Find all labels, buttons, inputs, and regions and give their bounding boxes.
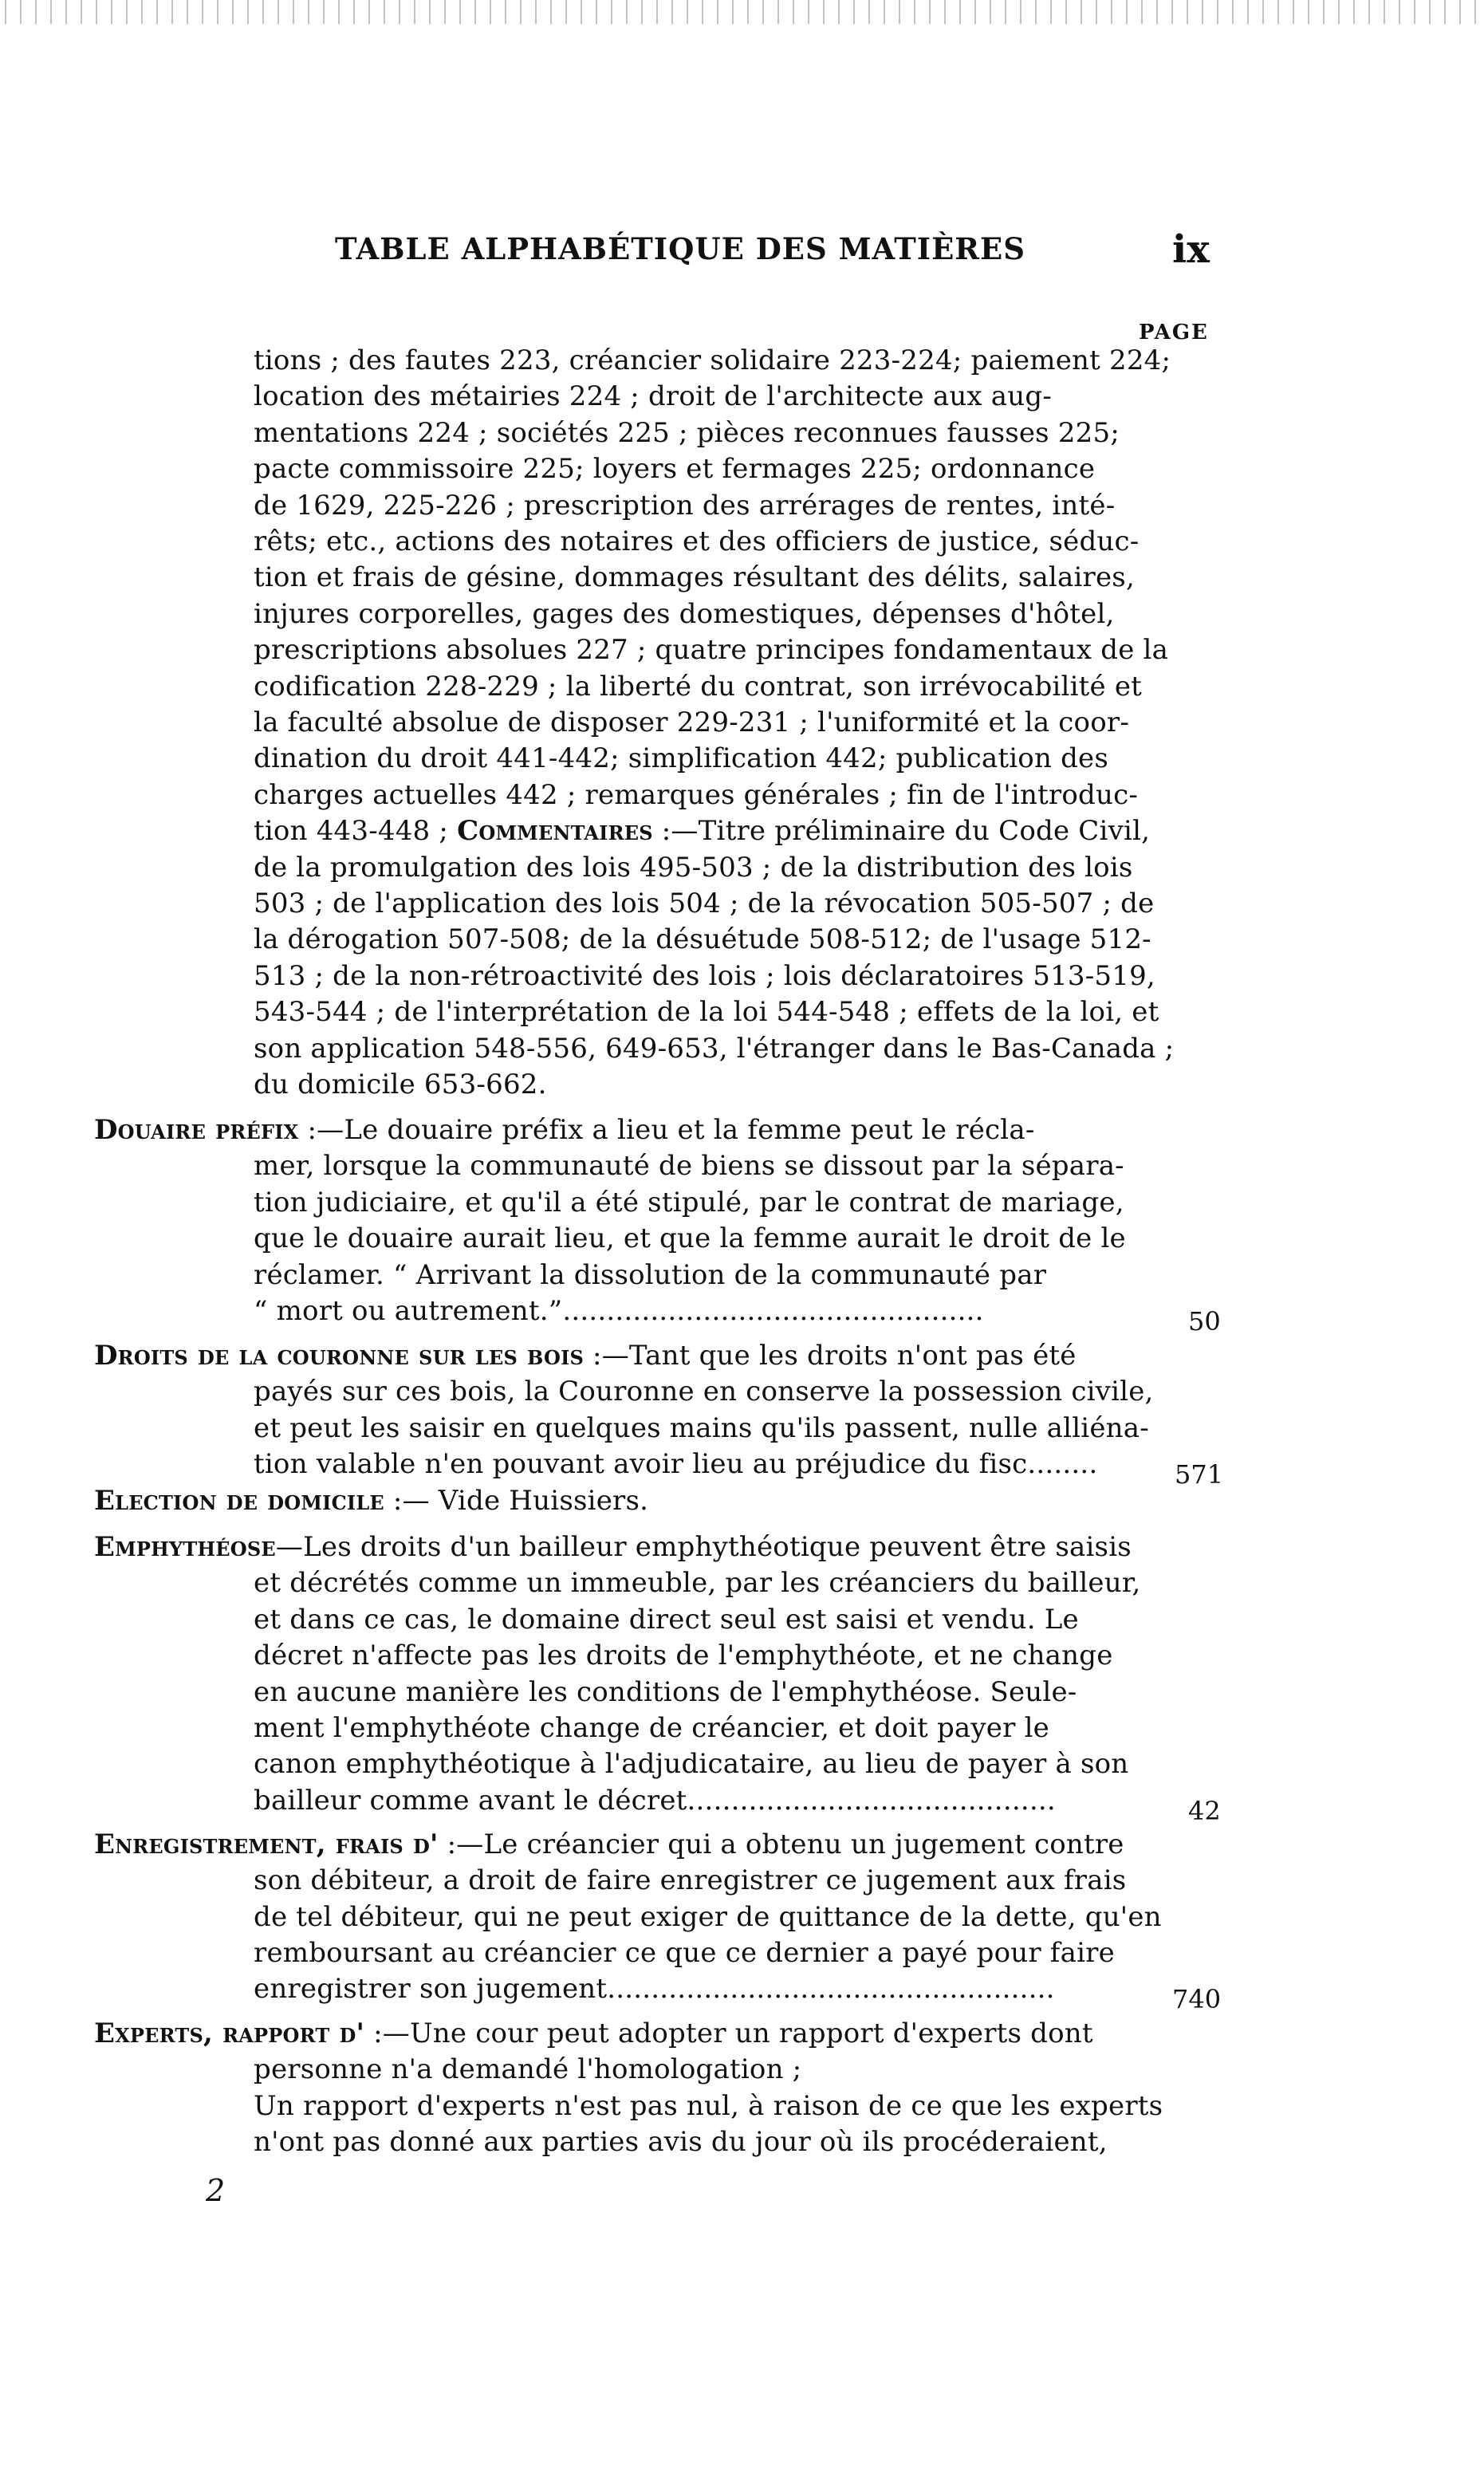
entry-line: :—Le créancier qui a obtenu un jugement contre bbox=[438, 1829, 1124, 1860]
continuation-line-with-commentaires bbox=[254, 813, 1150, 849]
continuation-line: de 1629, 225-226 ; prescription des arrérages de rentes, inté- bbox=[254, 490, 1116, 522]
entry-line: et peut les saisir en quelques mains qu'ils passent, nulle alliéna- bbox=[254, 1412, 1149, 1444]
commentaires-text: :—Titre préliminaire du Code Civil, bbox=[652, 815, 1151, 847]
page-number: ix bbox=[1172, 227, 1210, 272]
entry-line: Un rapport d'experts n'est pas nul, à raison de ce que les experts bbox=[254, 2090, 1163, 2122]
continuation-line: de la promulgation des lois 495-503 ; de la distribution des lois bbox=[254, 852, 1133, 884]
printer-signature-mark: 2 bbox=[206, 2173, 226, 2208]
entry-line: décret n'affecte pas les droits de l'emphythéote, et ne change bbox=[254, 1640, 1113, 1671]
continuation-line: tion et frais de gésine, dommages résultant des délits, salaires, bbox=[254, 561, 1135, 593]
entry-line: “ mort ou autrement.”................................................ bbox=[254, 1295, 984, 1327]
entry-droits-couronne bbox=[94, 1338, 1077, 1374]
entry-page-ref: 740 bbox=[1172, 1984, 1222, 2014]
entry-line: payés sur ces bois, la Couronne en conserve la possession civile, bbox=[254, 1376, 1154, 1407]
continuation-line: dination du droit 441-442; simplification 442; publication des bbox=[254, 742, 1109, 774]
entry-line: :— Vide Huissiers. bbox=[384, 1485, 649, 1517]
continuation-line: rêts; etc., actions des notaires et des officiers de justice, séduc- bbox=[254, 526, 1140, 557]
entry-line: :—Tant que les droits n'ont pas été bbox=[584, 1340, 1077, 1372]
continuation-line: la dérogation 507-508; de la désuétude 508-512; de l'usage 512- bbox=[254, 923, 1151, 955]
entry-heading: Enregistrement, frais d' bbox=[94, 1829, 439, 1860]
continuation-line: tion 443-448 ; bbox=[254, 815, 458, 847]
entry-election-domicile bbox=[94, 1483, 648, 1519]
continuation-line: pacte commissoire 225; loyers et fermages 225; ordonnance bbox=[254, 453, 1096, 485]
continuation-line: son application 548-556, 649-653, l'étranger dans le Bas-Canada ; bbox=[254, 1033, 1175, 1065]
entry-heading: Emphythéose bbox=[94, 1531, 276, 1563]
entry-line: n'ont pas donné aux parties avis du jour où ils procéderaient, bbox=[254, 2126, 1108, 2158]
continuation-line: location des métairies 224 ; droit de l'architecte aux aug- bbox=[254, 380, 1053, 412]
entry-emphytheose bbox=[94, 1529, 1132, 1565]
entry-experts bbox=[94, 2016, 1093, 2052]
entry-line: réclamer. “ Arrivant la dissolution de la communauté par bbox=[254, 1259, 1047, 1291]
entry-line: et décrétés comme un immeuble, par les créanciers du bailleur, bbox=[254, 1567, 1141, 1599]
continuation-line: la faculté absolue de disposer 229-231 ; l'uniformité et la coor- bbox=[254, 707, 1130, 738]
continuation-line: injures corporelles, gages des domestiques, dépenses d'hôtel, bbox=[254, 598, 1115, 630]
entry-heading: Election de domicile bbox=[94, 1485, 384, 1517]
entry-line: son débiteur, a droit de faire enregistrer ce jugement aux frais bbox=[254, 1864, 1127, 1896]
entry-line: :—Le douaire préfix a lieu et la femme peut le récla- bbox=[298, 1114, 1035, 1146]
continuation-line: 513 ; de la non-rétroactivité des lois ; lois déclaratoires 513-519, bbox=[254, 960, 1155, 992]
entry-heading: Experts, rapport d' bbox=[94, 2018, 365, 2049]
entry-line: de tel débiteur, qui ne peut exiger de quittance de la dette, qu'en bbox=[254, 1901, 1162, 1933]
entry-line: tion valable n'en pouvant avoir lieu au préjudice du fisc........ bbox=[254, 1448, 1098, 1480]
entry-line: tion judiciaire, et qu'il a été stipulé, par le contrat de mariage, bbox=[254, 1187, 1124, 1218]
entry-line: :—Une cour peut adopter un rapport d'experts dont bbox=[364, 2018, 1093, 2049]
entry-heading: Droits de la couronne sur les bois bbox=[94, 1340, 585, 1372]
entry-line: bailleur comme avant le décret.......................................... bbox=[254, 1785, 1056, 1817]
entry-line: personne n'a demandé l'homologation ; bbox=[254, 2053, 802, 2085]
entry-line: canon emphythéotique à l'adjudicataire, au lieu de payer à son bbox=[254, 1748, 1129, 1780]
scan-speckle-border bbox=[0, 0, 1484, 24]
entry-line: mer, lorsque la communauté de biens se dissout par la sépara- bbox=[254, 1150, 1124, 1182]
commentaires-label: Commentaires bbox=[457, 815, 653, 847]
continuation-line: prescriptions absolues 227 ; quatre principes fondamentaux de la bbox=[254, 634, 1169, 666]
continuation-line: charges actuelles 442 ; remarques générales ; fin de l'introduc- bbox=[254, 779, 1139, 811]
entry-line: ment l'emphythéote change de créancier, et doit payer le bbox=[254, 1712, 1049, 1744]
entry-line: en aucune manière les conditions de l'emphythéose. Seule- bbox=[254, 1676, 1077, 1708]
entry-line: et dans ce cas, le domaine direct seul est saisi et vendu. Le bbox=[254, 1604, 1079, 1636]
continuation-line: 543-544 ; de l'interprétation de la loi 544-548 ; effets de la loi, et bbox=[254, 996, 1159, 1028]
entry-line: enregistrer son jugement................................................... bbox=[254, 1973, 1055, 2005]
continuation-line: codification 228-229 ; la liberté du contrat, son irrévocabilité et bbox=[254, 671, 1143, 703]
continuation-line: mentations 224 ; sociétés 225 ; pièces reconnues fausses 225; bbox=[254, 417, 1120, 449]
entry-line: —Les droits d'un bailleur emphythéotique peuvent être saisis bbox=[275, 1531, 1132, 1563]
page-column-label: PAGE bbox=[1139, 321, 1209, 344]
entry-page-ref: 50 bbox=[1188, 1306, 1221, 1336]
page-header-title: TABLE ALPHABÉTIQUE DES MATIÈRES bbox=[335, 231, 1025, 266]
entry-page-ref: 42 bbox=[1188, 1796, 1221, 1826]
continuation-line: tions ; des fautes 223, créancier solidaire 223-224; paiement 224; bbox=[254, 344, 1171, 376]
entry-line: que le douaire aurait lieu, et que la femme aurait le droit de le bbox=[254, 1222, 1126, 1254]
entry-page-ref: 571 bbox=[1175, 1459, 1224, 1490]
continuation-line: du domicile 653-662. bbox=[254, 1069, 547, 1100]
entry-enregistrement bbox=[94, 1827, 1124, 1863]
entry-line: remboursant au créancier ce que ce dernier a payé pour faire bbox=[254, 1937, 1115, 1969]
continuation-line: 503 ; de l'application des lois 504 ; de la révocation 505-507 ; de bbox=[254, 888, 1155, 919]
entry-heading: Douaire préfix bbox=[94, 1114, 299, 1146]
entry-douaire-prefix bbox=[94, 1112, 1035, 1148]
